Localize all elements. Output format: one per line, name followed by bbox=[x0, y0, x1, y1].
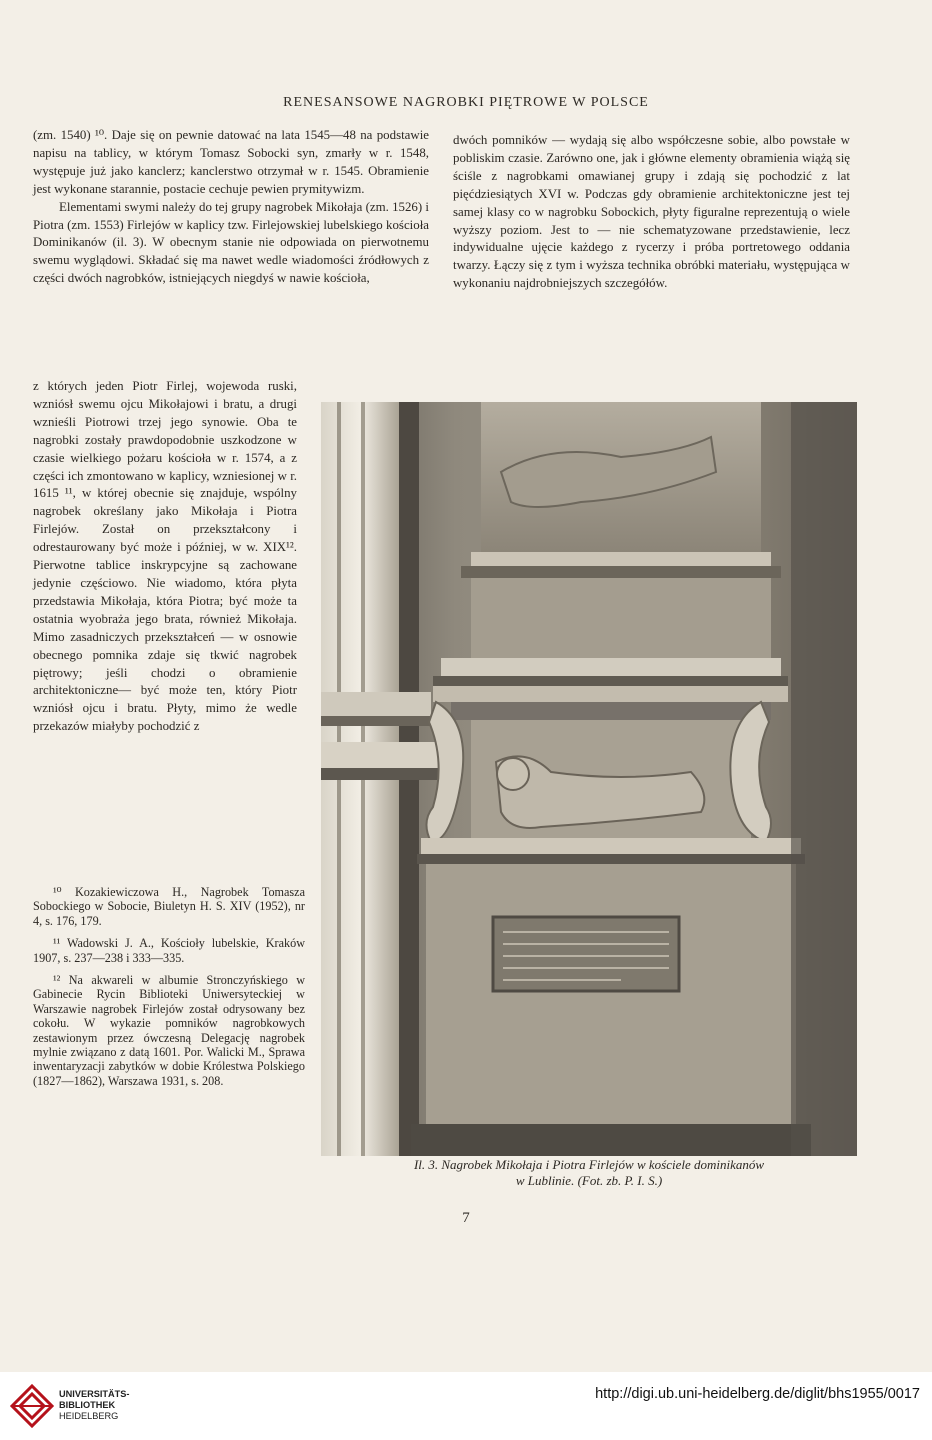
figure-caption bbox=[318, 1157, 860, 1189]
left-narrow-column-text bbox=[33, 378, 297, 736]
running-head: RENESANSOWE NAGROBKI PIĘTROWE W POLSCE bbox=[283, 95, 649, 110]
page-number: 7 bbox=[462, 1210, 470, 1226]
footnote-11: ¹¹ Wadowski J. A., Kościoły lubelskie, Kraków 1907, s. 237—238 i 333—335. bbox=[33, 936, 305, 965]
library-name[interactable] bbox=[59, 1389, 129, 1422]
library-name-line-3: HEIDELBERG bbox=[59, 1411, 119, 1421]
footnote-10: ¹⁰ Kozakiewiczowa H., Nagrobek Tomasza Sobockiego w Sobocie, Biuletyn H. S. XIV (1952), nr 4, s. 176, 179. bbox=[33, 885, 305, 928]
library-name-line-2: BIBLIOTHEK bbox=[59, 1400, 116, 1410]
right-column-text bbox=[453, 132, 850, 293]
permalink-url[interactable]: http://digi.ub.uni-heidelberg.de/diglit/bhs1955/0017 bbox=[595, 1386, 920, 1402]
right-paragraph-1: dwóch pomników — wydają się albo współczesne sobie, albo powstałe w pobliskim czasie. Zarówno one, jak i główne elementy obramienia wiążą się ściśle z nagrobkami omawianej grupy i zdają się pochodzić z lat pięćdziesiątych XVI w. Podczas gdy obramienie architektoniczne jest tej samej klasy co w nagrobku Sobockich, płyty figuralne reprezentują o wiele wyższy poziom. Jest to — nie schematyzowane przedstawienie, lecz indywidualne ujęcie każdego z rycerzy i próba portretowego oddania twarzy. Łączy się z tym i wyższa technika obróbki materiału, występująca w wykonaniu najdrobniejszych szczegółów. bbox=[453, 133, 850, 291]
caption-line-2: w Lublinie. (Fot. zb. P. I. S.) bbox=[515, 1173, 663, 1188]
viewer-footer bbox=[0, 1372, 932, 1440]
left-paragraph-3: z których jeden Piotr Firlej, wojewoda ruski, wzniósł swemu ojcu Mikołajowi i bratu, a drugi wznieśli Piotrowi trzej jego synowie. Oba te nagrobki zostały prawdopodobnie uszkodzone w czasie wielkiego pożaru kościoła w r. 1574, a z części ich zmontowano w kaplicy, wzniesionej w r. 1615 ¹¹, w której obecnie się znajduje, wspólny nagrobek określany jako Mikołaja i Piotra Firlejów. Został on przekształcony i odrestaurowany być może i później, w w. XIX¹². Pierwotne tablice inskrypcyjne są zachowane jedynie częściowo. Nie wiadomo, która płyta przedstawia Mikołaja, która Piotra; być może ta ostatnia wyobraża jego brata, również Mikołaja. Mimo zasadniczych przekształceń — w osnowie obecnego pomnika zdaje się tkwić nagrobek piętrowy; jeśli chodzi o obramienie architektoniczne— być może ten, który Piotr wzniósł ojcu i bratu. Płyty, mimo że wedle przekazów miałyby pochodzić z bbox=[33, 379, 297, 734]
tomb-illustration bbox=[321, 402, 857, 1156]
caption-line-1: Il. 3. Nagrobek Mikołaja i Piotra Firlejów w kościele dominikanów bbox=[413, 1157, 765, 1172]
library-logo-icon[interactable] bbox=[10, 1384, 54, 1428]
footnotes bbox=[33, 885, 305, 1096]
footnote-12: ¹² Na akwareli w albumie Stronczyńskiego w Gabinecie Rycin Biblioteki Uniwersyteckiej w Warszawie nagrobek Firlejów został odrysowany bez cokołu. W wykazie pomników nagrobkowych zestawionym przez ówczesną Delegację nagrobek mylnie związano z datą 1601. Por. Walicki M., Sprawa inwentaryzacji zabytków w dobie Królestwa Polskiego (1827—1862), Warszawa 1931, s. 208. bbox=[33, 973, 305, 1088]
left-paragraph-2: Elementami swymi należy do tej grupy nagrobek Mikołaja (zm. 1526) i Piotra (zm. 1553) Firlejów w kaplicy tzw. Firlejowskiej lubelskiego kościoła Dominikanów (il. 3). W obecnym stanie nie odpowiada on pierwotnemu swemu wyglądowi. Składać się ma nawet wedle wiadomości źródłowych z części dwóch nagrobków, istniejących niegdyś w nawie kościoła, bbox=[33, 199, 429, 286]
left-column-text bbox=[33, 127, 429, 288]
library-name-line-1: UNIVERSITÄTS- bbox=[59, 1389, 130, 1399]
tomb-photograph bbox=[321, 402, 857, 1156]
left-paragraph-1: (zm. 1540) ¹⁰. Daje się on pewnie datować na lata 1545—48 na podstawie napisu na tablicy, w którym Tomasz Sobocki syn, zmarły w r. 1548, występuje już jako kanclerz; kanclerstwo otrzymał w r. 1545. Obramienie jest wykonane starannie, postacie cechuje pewien prymitywizm. bbox=[33, 128, 429, 196]
